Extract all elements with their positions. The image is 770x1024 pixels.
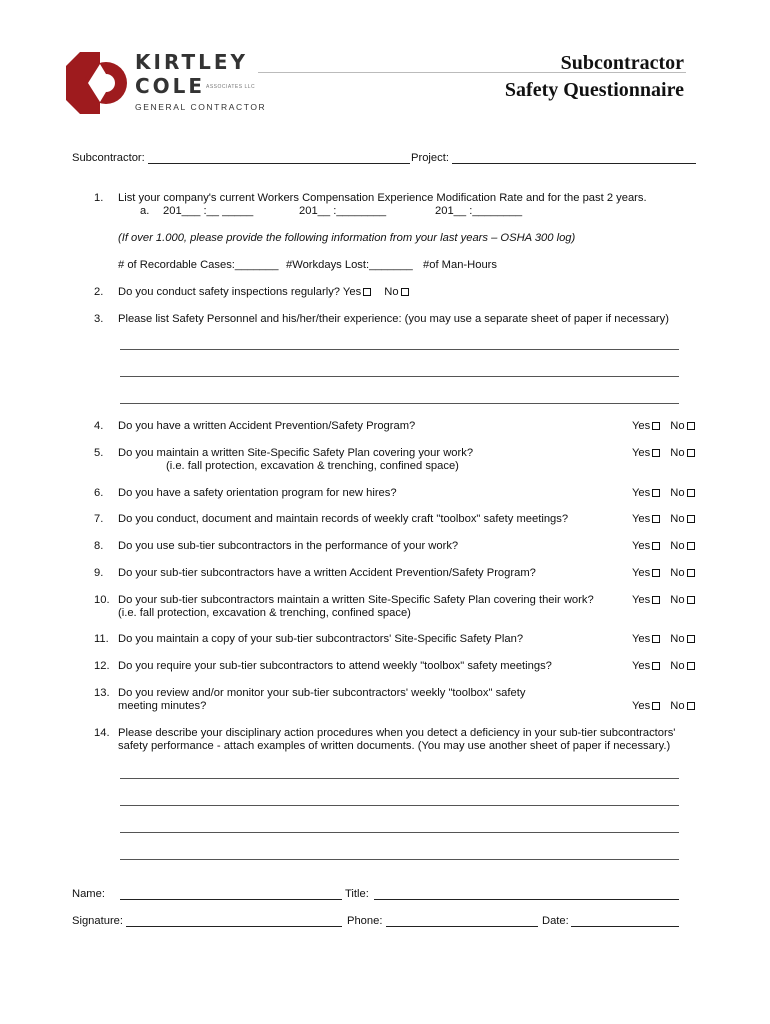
q14-text-line2: safety performance - attach examples of written documents. (You may use another sheet of paper if necessary.) <box>118 740 671 752</box>
yes-no-group <box>632 633 695 645</box>
question-text: Do you maintain a written Site-Specific Safety Plan covering your work? <box>118 447 474 459</box>
logo-assoc: ASSOCIATES LLC <box>206 84 256 90</box>
no-label: No <box>670 420 685 432</box>
yes-label: Yes <box>632 420 651 432</box>
project-field[interactable] <box>452 163 696 164</box>
q1-note: (If over 1.000, please provide the following information from your last years – OSHA 300 log) <box>118 232 576 244</box>
question-number: 7. <box>94 513 104 525</box>
no-label: No <box>670 447 685 459</box>
yes-no-group <box>632 487 695 499</box>
q1-text: List your company's current Workers Compensation Experience Modification Rate and for the past 2 years. <box>118 192 647 204</box>
no-checkbox[interactable] <box>687 635 695 643</box>
yes-no-group <box>632 447 695 459</box>
subcontractor-label: Subcontractor: <box>72 152 145 164</box>
question-text: Do you conduct, document and maintain records of weekly craft "toolbox" safety meetings? <box>118 513 569 525</box>
yes-label: Yes <box>632 567 651 579</box>
question-text: Do you require your sub-tier subcontractors to attend weekly "toolbox" safety meetings? <box>118 660 552 672</box>
question-text: Do you have a safety orientation program for new hires? <box>118 487 397 499</box>
question-number: 4. <box>94 420 104 432</box>
date-label: Date: <box>542 915 569 927</box>
question-text: Do your sub-tier subcontractors have a written Accident Prevention/Safety Program? <box>118 567 536 579</box>
yes-label: Yes <box>632 633 651 645</box>
phone-field[interactable] <box>386 926 538 927</box>
yes-label: Yes <box>632 513 651 525</box>
q2-yes-checkbox[interactable] <box>363 288 371 296</box>
question-number: 5. <box>94 447 104 459</box>
yes-checkbox[interactable] <box>652 489 660 497</box>
q2-text: Do you conduct safety inspections regularly? <box>118 286 341 298</box>
signature-label: Signature: <box>72 915 123 927</box>
no-checkbox[interactable] <box>687 662 695 670</box>
signature-field[interactable] <box>126 926 342 927</box>
question-text: Do you have a written Accident Prevention/Safety Program? <box>118 420 416 432</box>
no-checkbox[interactable] <box>687 569 695 577</box>
no-checkbox[interactable] <box>687 449 695 457</box>
yes-label: Yes <box>632 700 651 712</box>
yes-checkbox[interactable] <box>652 635 660 643</box>
yes-label: Yes <box>632 540 651 552</box>
q3-answer-line-3[interactable] <box>120 403 679 404</box>
question-text: Do you use sub-tier subcontractors in the performance of your work? <box>118 540 459 552</box>
question-number: 12. <box>94 660 110 672</box>
q1-year3[interactable]: 201__ :________ <box>435 205 523 217</box>
q1-manhours[interactable]: #of Man-Hours <box>423 259 497 271</box>
yes-checkbox[interactable] <box>652 515 660 523</box>
question-text: Do you review and/or monitor your sub-tier subcontractors' weekly "toolbox" safety <box>118 687 526 699</box>
yes-checkbox[interactable] <box>652 662 660 670</box>
yes-no-group <box>632 660 695 672</box>
question-subtext: (i.e. fall protection, excavation & trenching, confined space) <box>166 460 459 472</box>
question-text: Do you maintain a copy of your sub-tier subcontractors' Site-Specific Safety Plan? <box>118 633 524 645</box>
question-number: 13. <box>94 687 110 699</box>
q1-year2[interactable]: 201__ :________ <box>299 205 387 217</box>
q14-answer-line-1[interactable] <box>120 778 679 779</box>
q2-no-label: No <box>384 286 399 298</box>
yes-no-group <box>632 540 695 552</box>
q2-row <box>118 286 409 299</box>
q3-answer-line-1[interactable] <box>120 349 679 350</box>
q2-number: 2. <box>94 286 104 298</box>
yes-checkbox[interactable] <box>652 422 660 430</box>
name-label: Name: <box>72 888 105 900</box>
page-title-line1: Subcontractor <box>560 52 684 74</box>
question-number: 6. <box>94 487 104 499</box>
no-checkbox[interactable] <box>687 702 695 710</box>
yes-no-group <box>632 567 695 579</box>
question-subtext: (i.e. fall protection, excavation & trenching, confined space) <box>118 607 411 619</box>
subcontractor-field[interactable] <box>148 163 410 164</box>
yes-no-group <box>632 513 695 525</box>
yes-no-group <box>632 700 695 712</box>
question-text: Do your sub-tier subcontractors maintain a written Site-Specific Safety Plan covering their work? <box>118 594 594 606</box>
logo-line2: COLE <box>135 74 206 98</box>
no-label: No <box>670 513 685 525</box>
no-checkbox[interactable] <box>687 515 695 523</box>
yes-checkbox[interactable] <box>652 542 660 550</box>
q1-sub-a: a. <box>140 205 150 217</box>
no-checkbox[interactable] <box>687 422 695 430</box>
no-label: No <box>670 660 685 672</box>
yes-checkbox[interactable] <box>652 596 660 604</box>
no-checkbox[interactable] <box>687 596 695 604</box>
page-title-line2: Safety Questionnaire <box>504 79 684 101</box>
yes-label: Yes <box>632 447 651 459</box>
yes-label: Yes <box>632 594 651 606</box>
q1-recordable[interactable]: # of Recordable Cases:_______ <box>118 259 279 271</box>
company-logo <box>66 50 266 120</box>
q1-number: 1. <box>94 192 104 204</box>
q3-answer-line-2[interactable] <box>120 376 679 377</box>
q14-answer-line-4[interactable] <box>120 859 679 860</box>
q2-no-checkbox[interactable] <box>401 288 409 296</box>
date-field[interactable] <box>571 926 679 927</box>
no-label: No <box>670 487 685 499</box>
title-field[interactable] <box>374 899 679 900</box>
yes-checkbox[interactable] <box>652 569 660 577</box>
yes-label: Yes <box>632 660 651 672</box>
yes-checkbox[interactable] <box>652 449 660 457</box>
yes-no-group <box>632 420 695 432</box>
q14-answer-line-2[interactable] <box>120 805 679 806</box>
no-checkbox[interactable] <box>687 542 695 550</box>
question-subtext: meeting minutes? <box>118 700 207 712</box>
no-label: No <box>670 700 685 712</box>
q1-workdays[interactable]: #Workdays Lost:_______ <box>286 259 413 271</box>
question-number: 8. <box>94 540 104 552</box>
logo-tagline: GENERAL CONTRACTOR <box>135 102 267 112</box>
q3-number: 3. <box>94 313 104 325</box>
no-label: No <box>670 594 685 606</box>
title-label: Title: <box>345 888 369 900</box>
logo-line1: KIRTLEY <box>135 50 248 74</box>
yes-no-group <box>632 594 695 606</box>
question-number: 11. <box>94 633 109 645</box>
no-checkbox[interactable] <box>687 489 695 497</box>
yes-checkbox[interactable] <box>652 702 660 710</box>
logo-mark-icon <box>66 52 128 114</box>
q14-text-line1: Please describe your disciplinary action procedures when you detect a deficiency in your sub-tier subcontractors' <box>118 727 676 739</box>
q2-yes-label: Yes <box>342 286 362 298</box>
q14-number: 14. <box>94 727 110 739</box>
project-label: Project: <box>411 152 449 164</box>
yes-label: Yes <box>632 487 651 499</box>
q14-answer-line-3[interactable] <box>120 832 679 833</box>
question-number: 9. <box>94 567 104 579</box>
q3-text: Please list Safety Personnel and his/her/their experience: (you may use a separate sheet of paper if necessary) <box>118 313 669 325</box>
name-field[interactable] <box>120 899 342 900</box>
q1-year1[interactable]: 201___ :__ _____ <box>163 205 254 217</box>
question-number: 10. <box>94 594 110 606</box>
phone-label: Phone: <box>347 915 383 927</box>
no-label: No <box>670 567 685 579</box>
no-label: No <box>670 633 685 645</box>
no-label: No <box>670 540 685 552</box>
